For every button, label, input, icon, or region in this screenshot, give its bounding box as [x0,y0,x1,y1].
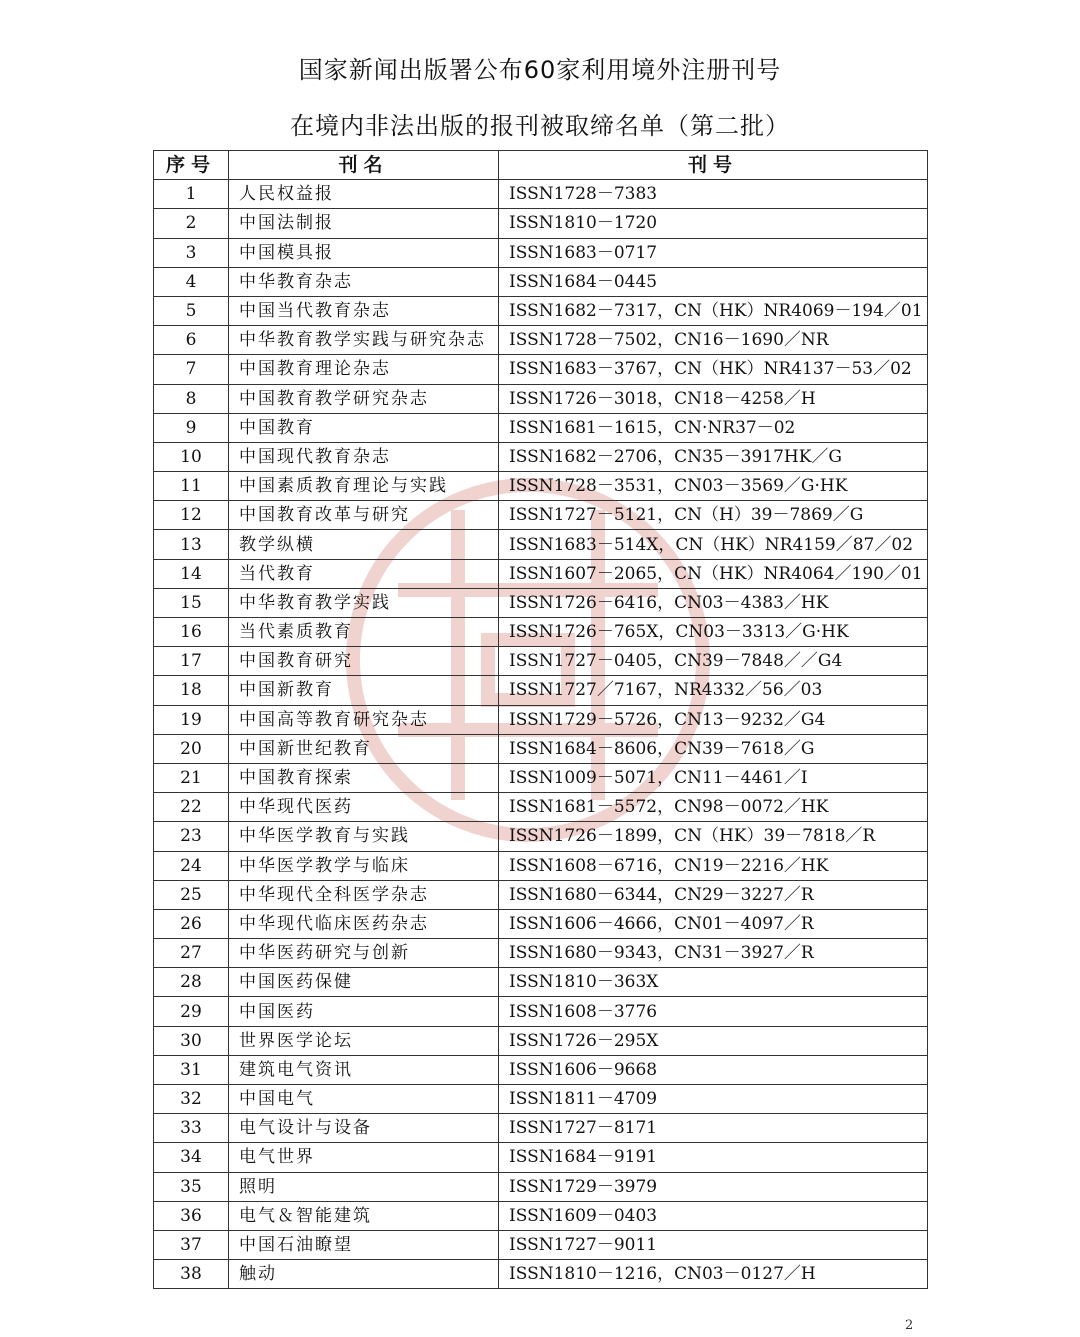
row-seq-cell: 36 [154,1201,229,1230]
row-seq-cell: 15 [154,588,229,617]
row-number-cell: ISSN1726－3018，CN18－4258／H [499,384,928,413]
row-seq-cell: 37 [154,1230,229,1259]
row-number-cell: ISSN1684－9191 [499,1143,928,1172]
row-number-cell: ISSN1680－9343，CN31－3927／R [499,939,928,968]
row-seq-cell: 26 [154,909,229,938]
row-seq-cell: 16 [154,618,229,647]
table-row [154,909,928,938]
row-name-cell: 中华医学教育与实践 [229,822,499,851]
row-seq-cell: 31 [154,1055,229,1084]
row-number-cell: ISSN1684－0445 [499,267,928,296]
table-row [154,384,928,413]
row-name-cell: 中华教育教学实践 [229,588,499,617]
row-name-cell: 中国当代教育杂志 [229,296,499,325]
table-row [154,763,928,792]
row-seq-cell: 11 [154,472,229,501]
document-title-line-1: 国家新闻出版署公布60家利用境外注册刊号 [298,56,782,84]
table-row [154,501,928,530]
row-seq-cell: 38 [154,1260,229,1289]
row-name-cell: 教学纵横 [229,530,499,559]
row-seq-cell: 32 [154,1085,229,1114]
table-row [154,997,928,1026]
row-name-cell: 中华教育杂志 [229,267,499,296]
row-number-cell: ISSN1608－3776 [499,997,928,1026]
row-seq-cell: 6 [154,326,229,355]
row-number-cell: ISSN1727－8171 [499,1114,928,1143]
row-name-cell: 中华医学教学与临床 [229,851,499,880]
row-seq-cell: 19 [154,705,229,734]
table-row [154,968,928,997]
header-number: 刊号 [499,151,928,180]
row-seq-cell: 14 [154,559,229,588]
row-name-cell: 中国模具报 [229,238,499,267]
row-number-cell: ISSN1728－3531，CN03－3569／G·HK [499,472,928,501]
row-number-cell: ISSN1683－514X，CN（HK）NR4159／87／02 [499,530,928,559]
row-name-cell: 触动 [229,1260,499,1289]
row-name-cell: 中华医药研究与创新 [229,939,499,968]
row-number-cell: ISSN1728－7502，CN16－1690／NR [499,326,928,355]
row-name-cell: 中国教育教学研究杂志 [229,384,499,413]
row-name-cell: 中华现代全科医学杂志 [229,880,499,909]
row-number-cell: ISSN1682－7317，CN（HK）NR4069－194／01 [499,296,928,325]
row-number-cell: ISSN1609－0403 [499,1201,928,1230]
table-row [154,1026,928,1055]
table-row [154,822,928,851]
row-number-cell: ISSN1684－8606，CN39－7618／G [499,734,928,763]
table-row [154,939,928,968]
document-title-line-2: 在境内非法出版的报刊被取缔名单（第二批） [290,112,790,140]
table-row [154,472,928,501]
row-number-cell: ISSN1811－4709 [499,1085,928,1114]
row-name-cell: 当代素质教育 [229,618,499,647]
row-name-cell: 中国石油瞭望 [229,1230,499,1259]
row-name-cell: 中国教育探索 [229,763,499,792]
table-row [154,209,928,238]
row-seq-cell: 23 [154,822,229,851]
table-row [154,588,928,617]
row-number-cell: ISSN1606－4666，CN01－4097／R [499,909,928,938]
row-seq-cell: 13 [154,530,229,559]
row-name-cell: 中国高等教育研究杂志 [229,705,499,734]
table-row [154,238,928,267]
row-seq-cell: 21 [154,763,229,792]
row-name-cell: 人民权益报 [229,180,499,209]
row-seq-cell: 35 [154,1172,229,1201]
row-number-cell: ISSN1727－5121，CN（H）39－7869／G [499,501,928,530]
table-row [154,180,928,209]
row-name-cell: 建筑电气资讯 [229,1055,499,1084]
row-seq-cell: 17 [154,647,229,676]
table-row [154,442,928,471]
row-name-cell: 电气＆智能建筑 [229,1201,499,1230]
row-name-cell: 当代教育 [229,559,499,588]
table-row [154,1230,928,1259]
row-seq-cell: 34 [154,1143,229,1172]
table-row [154,1143,928,1172]
row-number-cell: ISSN1607－2065，CN（HK）NR4064／190／01 [499,559,928,588]
row-number-cell: ISSN1726－6416，CN03－4383／HK [499,588,928,617]
table-row [154,326,928,355]
row-name-cell: 中国教育研究 [229,647,499,676]
row-name-cell: 中华现代医药 [229,793,499,822]
row-number-cell: ISSN1810－363X [499,968,928,997]
row-seq-cell: 10 [154,442,229,471]
row-seq-cell: 2 [154,209,229,238]
page-number: 2 [905,1318,914,1333]
row-name-cell: 中国电气 [229,1085,499,1114]
table-row [154,676,928,705]
row-seq-cell: 5 [154,296,229,325]
row-name-cell: 中国素质教育理论与实践 [229,472,499,501]
table-row [154,530,928,559]
table-row [154,1055,928,1084]
row-name-cell: 中国新世纪教育 [229,734,499,763]
row-name-cell: 中国医药 [229,997,499,1026]
row-seq-cell: 7 [154,355,229,384]
row-seq-cell: 1 [154,180,229,209]
row-number-cell: ISSN1810－1216，CN03－0127／H [499,1260,928,1289]
row-seq-cell: 3 [154,238,229,267]
row-name-cell: 中国现代教育杂志 [229,442,499,471]
table-row [154,267,928,296]
row-number-cell: ISSN1727／7167，NR4332／56／03 [499,676,928,705]
row-name-cell: 中国教育理论杂志 [229,355,499,384]
row-number-cell: ISSN1727－9011 [499,1230,928,1259]
row-number-cell: ISSN1681－1615，CN·NR37－02 [499,413,928,442]
table-row [154,793,928,822]
row-number-cell: ISSN1683－3767，CN（HK）NR4137－53／02 [499,355,928,384]
row-name-cell: 世界医学论坛 [229,1026,499,1055]
row-seq-cell: 25 [154,880,229,909]
row-seq-cell: 30 [154,1026,229,1055]
table-row [154,734,928,763]
table-body [154,180,928,1289]
table-row [154,559,928,588]
row-name-cell: 电气设计与设备 [229,1114,499,1143]
banned-publications-table [153,150,928,1289]
row-seq-cell: 18 [154,676,229,705]
table-row [154,296,928,325]
row-number-cell: ISSN1726－1899，CN（HK）39－7818／R [499,822,928,851]
row-number-cell: ISSN1726－295X [499,1026,928,1055]
table-row [154,1201,928,1230]
row-name-cell: 电气世界 [229,1143,499,1172]
row-name-cell: 中国医药保健 [229,968,499,997]
table-row [154,851,928,880]
row-name-cell: 中国法制报 [229,209,499,238]
row-number-cell: ISSN1009－5071，CN11－4461／I [499,763,928,792]
table-row [154,647,928,676]
row-number-cell: ISSN1729－5726，CN13－9232／G4 [499,705,928,734]
row-seq-cell: 4 [154,267,229,296]
header-name: 刊名 [229,151,499,180]
row-number-cell: ISSN1606－9668 [499,1055,928,1084]
table-row [154,1114,928,1143]
row-seq-cell: 9 [154,413,229,442]
row-number-cell: ISSN1728－7383 [499,180,928,209]
row-seq-cell: 8 [154,384,229,413]
row-seq-cell: 33 [154,1114,229,1143]
table-row [154,1085,928,1114]
row-number-cell: ISSN1729－3979 [499,1172,928,1201]
row-seq-cell: 28 [154,968,229,997]
table-row [154,413,928,442]
row-seq-cell: 22 [154,793,229,822]
table-row [154,1172,928,1201]
row-number-cell: ISSN1608－6716，CN19－2216／HK [499,851,928,880]
header-seq: 序号 [154,151,229,180]
row-name-cell: 照明 [229,1172,499,1201]
row-name-cell: 中国教育改革与研究 [229,501,499,530]
row-seq-cell: 27 [154,939,229,968]
table-row [154,880,928,909]
table-row [154,618,928,647]
table-row [154,355,928,384]
row-number-cell: ISSN1727－0405，CN39－7848／／G4 [499,647,928,676]
row-seq-cell: 20 [154,734,229,763]
row-number-cell: ISSN1682－2706，CN35－3917HK／G [499,442,928,471]
row-number-cell: ISSN1683－0717 [499,238,928,267]
row-number-cell: ISSN1681－5572，CN98－0072／HK [499,793,928,822]
row-name-cell: 中华教育教学实践与研究杂志 [229,326,499,355]
row-number-cell: ISSN1680－6344，CN29－3227／R [499,880,928,909]
row-name-cell: 中华现代临床医药杂志 [229,909,499,938]
table-row [154,1260,928,1289]
row-seq-cell: 12 [154,501,229,530]
row-seq-cell: 29 [154,997,229,1026]
table-header-row [154,151,928,180]
row-number-cell: ISSN1726－765X，CN03－3313／G·HK [499,618,928,647]
row-seq-cell: 24 [154,851,229,880]
row-number-cell: ISSN1810－1720 [499,209,928,238]
row-name-cell: 中国新教育 [229,676,499,705]
table-row [154,705,928,734]
row-name-cell: 中国教育 [229,413,499,442]
